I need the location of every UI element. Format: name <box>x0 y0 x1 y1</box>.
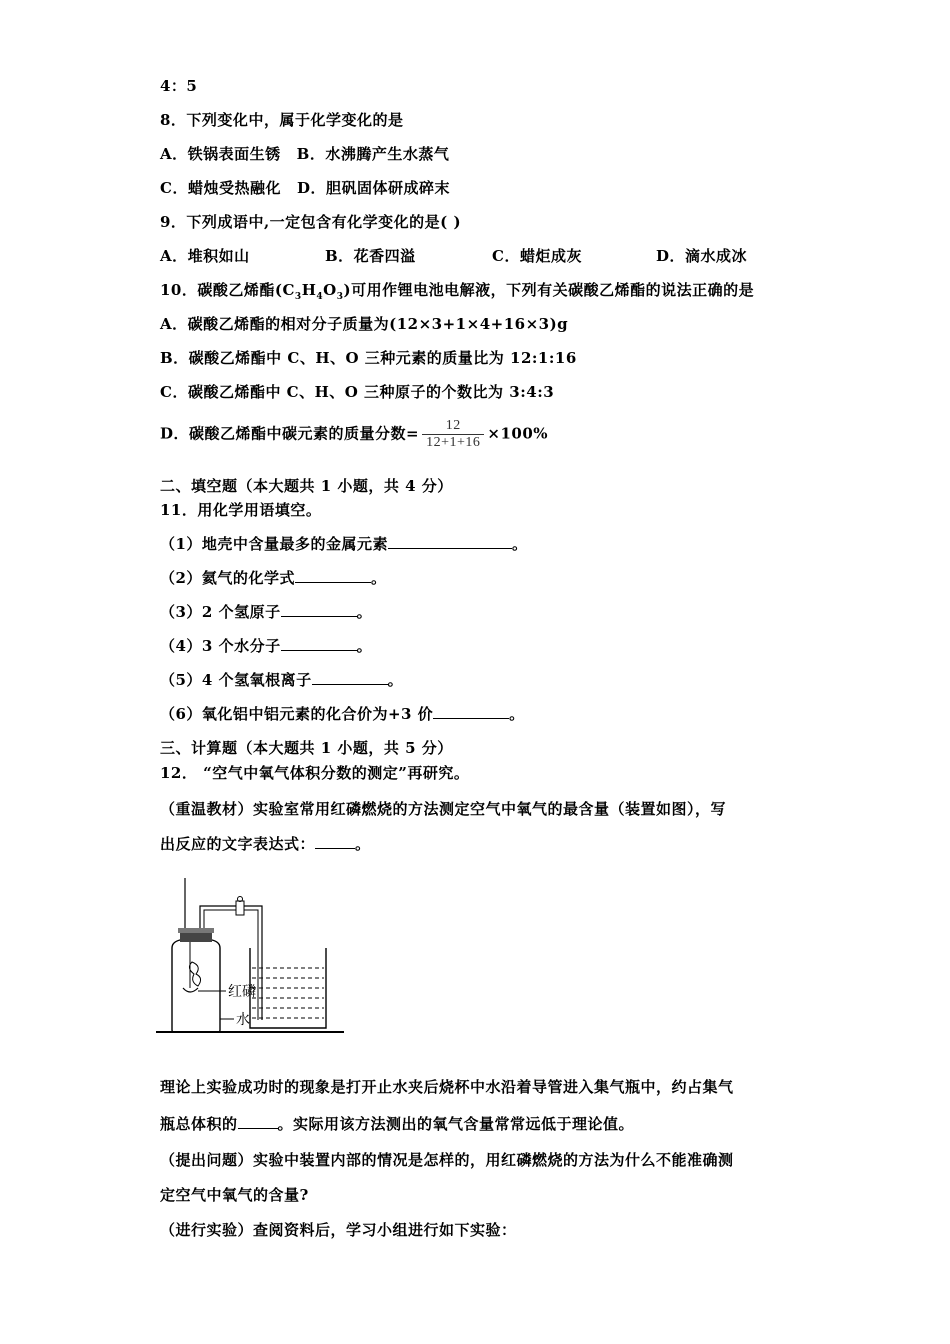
q10-stem: 10．碳酸乙烯酯$(C_3H_4O_3)$可用作锂电池电解液，下列有关碳酸乙烯酯的说法正确的是 <box>160 281 755 302</box>
q12-stem: 12． “空气中氧气体积分数的测定”再研究。 <box>160 764 470 782</box>
q9-option-c[interactable]: C．蜡炬成灰 <box>492 247 582 265</box>
q8-option-a[interactable]: A．铁锅表面生锈 <box>160 145 281 163</box>
mass-fraction <box>422 418 484 451</box>
q11-item-2: （2）氦气的化学式 。 <box>160 569 387 587</box>
q10-option-c[interactable]: C．碳酸乙烯酯中 C、H、O 三种原子的个数比为 3:4:3 <box>160 383 555 401</box>
q8-options-row2 <box>160 178 450 198</box>
q8-option-b[interactable]: B．水沸腾产生水蒸气 <box>296 145 450 163</box>
q10-option-b[interactable]: B．碳酸乙烯酯中 C、H、O 三种元素的质量比为 12:1:16 <box>160 349 577 367</box>
q12-para4: （进行实验）查阅资料后，学习小组进行如下实验： <box>160 1221 517 1239</box>
section3-title: 三、计算题（本大题共 1 小题，共 5 分） <box>160 739 453 757</box>
q9-option-a[interactable]: A．堆积如山 <box>160 247 250 265</box>
tube-clamp <box>236 901 244 915</box>
q10-option-d[interactable] <box>160 418 548 451</box>
phosphorus-label: 红磷 <box>228 984 256 1000</box>
q12-para3-line1: （提出问题）实验中装置内部的情况是怎样的，用红磷燃烧的方法为什么不能准确测 <box>160 1151 734 1169</box>
q11-item-3: （3）2 个氢原子 。 <box>160 603 373 621</box>
stopper-cap <box>178 928 214 933</box>
answer-blank[interactable] <box>433 704 509 719</box>
combustion-spoon <box>183 988 198 992</box>
q11-item-5: （5）4 个氢氧根离子 。 <box>160 671 404 689</box>
q12-para2-line1: 理论上实验成功时的现象是打开止水夹后烧杯中水沿着导管进入集气瓶中，约占集气 <box>160 1078 734 1096</box>
fraction-numerator: 12 <box>422 418 484 435</box>
apparatus-diagram <box>150 870 360 1040</box>
q8-options-row1 <box>160 144 449 164</box>
q12-para1-line2: 出反应的文字表达式： 。 <box>160 835 371 853</box>
answer-blank[interactable] <box>312 670 388 685</box>
q9-stem: 9．下列成语中,一定包含有化学变化的是( ) <box>160 213 462 231</box>
q11-stem: 11．用化学用语填空。 <box>160 501 322 519</box>
q10-option-d-prefix: D．碳酸乙烯酯中碳元素的质量分数= <box>160 424 420 443</box>
phosphorus-smoke <box>189 962 200 986</box>
answer-blank[interactable] <box>281 636 357 651</box>
q11-item-1: （1）地壳中含量最多的金属元素 。 <box>160 535 528 553</box>
answer-blank[interactable] <box>315 834 355 849</box>
q11-item-4: （4）3 个水分子 。 <box>160 637 373 655</box>
section2-title: 二、填空题（本大题共 1 小题，共 4 分） <box>160 477 453 495</box>
beaker-water <box>252 968 324 1018</box>
answer-blank[interactable] <box>295 568 371 583</box>
q9-option-b[interactable]: B．花香四溢 <box>325 247 416 265</box>
q8-stem: 8．下列变化中，属于化学变化的是 <box>160 111 404 129</box>
water-label: 水 <box>236 1012 250 1028</box>
answer-blank[interactable] <box>281 602 357 617</box>
fraction-denominator: 12+1+16 <box>426 435 481 450</box>
glass-tube <box>200 906 262 1020</box>
q12-para2-line2: 瓶总体积的 。实际用该方法测出的氧气含量常常远低于理论值。 <box>160 1115 635 1133</box>
q8-option-c[interactable]: C．蜡烛受热融化 <box>160 179 281 197</box>
answer-blank[interactable] <box>388 534 512 549</box>
q11-item-6: （6）氧化铝中铝元素的化合价为+3 价 。 <box>160 705 525 723</box>
q12-para3-line2: 定空气中氧气的含量? <box>160 1186 309 1204</box>
q9-option-d[interactable]: D．滴水成冰 <box>656 247 748 265</box>
gas-jar <box>172 940 220 1032</box>
carryover-answer: 4：5 <box>160 77 198 95</box>
q10-option-a[interactable]: A．碳酸乙烯酯的相对分子质量为(12×3+1×4+16×3)g <box>160 315 569 333</box>
q8-option-d[interactable]: D．胆矾固体研成碎末 <box>296 179 450 197</box>
q12-para1-line1: （重温教材）实验室常用红磷燃烧的方法测定空气中氧气的最含量（装置如图），写 <box>160 800 727 818</box>
q10-option-d-suffix: ×100% <box>487 424 549 443</box>
rubber-stopper <box>180 932 212 942</box>
answer-blank[interactable] <box>238 1114 278 1129</box>
